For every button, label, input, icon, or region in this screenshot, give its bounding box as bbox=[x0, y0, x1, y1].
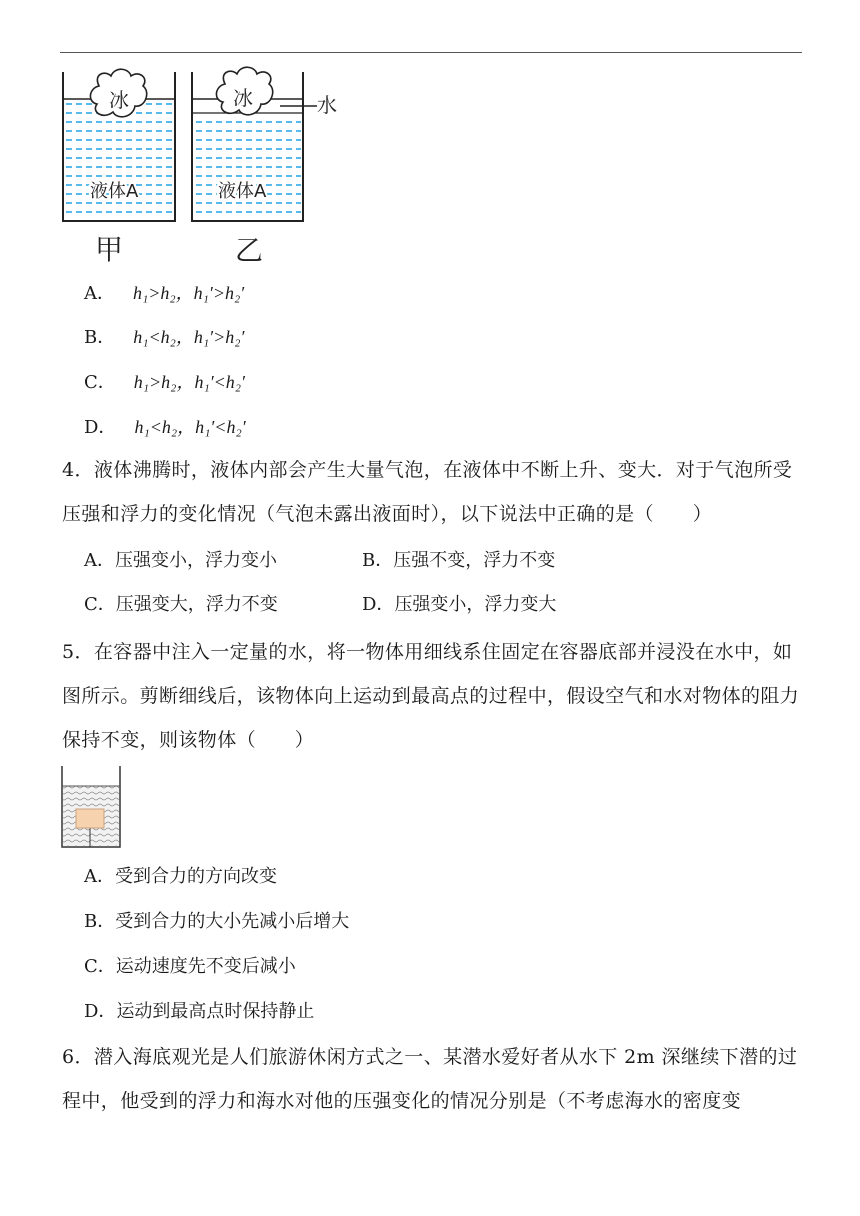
option-letter: A． bbox=[84, 283, 115, 304]
question-6-stem: 6．潜入海底观光是人们旅游休闲方式之一、某潜水爱好者从水下 2m 深继续下潜的过程中，他受到的浮力和海水对他的压强变化的情况分别是（不考虑海水的密度变 bbox=[62, 1046, 798, 1112]
container-block-figure bbox=[58, 766, 124, 850]
q5-option-d bbox=[84, 997, 314, 1027]
option-text: h₁>h₂，h₁′>h₂′ bbox=[133, 283, 245, 303]
option-letter: B． bbox=[84, 327, 116, 348]
option-letter: A． bbox=[84, 550, 115, 571]
option-letter: A． bbox=[84, 866, 115, 887]
option-letter: D． bbox=[84, 417, 117, 438]
option-text: 受到合力的大小先减小后增大 bbox=[115, 911, 350, 932]
option-text: 压强变小，浮力变小 bbox=[115, 550, 277, 571]
q5-option-b bbox=[84, 907, 349, 937]
q5-option-c bbox=[84, 952, 296, 982]
option-letter: B． bbox=[362, 550, 394, 571]
q4-option-a bbox=[84, 546, 277, 576]
water-label: 水 bbox=[317, 93, 337, 117]
container-jia bbox=[63, 69, 175, 266]
caption-yi: 乙 bbox=[235, 234, 264, 267]
option-letter: C． bbox=[84, 594, 116, 615]
container-yi bbox=[192, 67, 337, 267]
q3-option-b bbox=[84, 322, 244, 353]
option-text: 压强变大，浮力不变 bbox=[115, 594, 278, 615]
ice-container-figure bbox=[55, 64, 355, 269]
option-letter: B． bbox=[84, 911, 116, 932]
q4-option-c bbox=[84, 590, 278, 620]
option-letter: C． bbox=[84, 956, 116, 977]
ice-label-left: 冰 bbox=[109, 88, 129, 112]
q4-option-d bbox=[362, 590, 556, 620]
liquid-label-left: 液体A bbox=[90, 181, 139, 202]
option-text: 压强不变，浮力不变 bbox=[393, 550, 556, 571]
q3-option-d bbox=[84, 412, 246, 443]
ice-label-right: 冰 bbox=[233, 86, 253, 110]
option-letter: C． bbox=[84, 372, 116, 393]
option-text: h₁>h₂，h₁′<h₂′ bbox=[133, 372, 245, 392]
q5-option-a bbox=[84, 862, 277, 892]
q3-option-a bbox=[84, 278, 244, 309]
option-text: h₁<h₂，h₁′>h₂′ bbox=[133, 327, 245, 347]
liquid-label-right: 液体A bbox=[218, 181, 267, 202]
option-text: 受到合力的方向改变 bbox=[115, 866, 277, 887]
option-text: 运动到最高点时保持静止 bbox=[116, 1001, 315, 1022]
question-5-stem: 5．在容器中注入一定量的水，将一物体用细线系住固定在容器底部并浸没在水中，如图所示。剪断细线后，该物体向上运动到最高点的过程中，假设空气和水对物体的阻力保持不变，则该物体（ ） bbox=[62, 641, 800, 751]
option-text: 运动速度先不变后减小 bbox=[115, 956, 296, 977]
header-rule bbox=[60, 52, 802, 53]
floating-block bbox=[76, 809, 104, 828]
question-4-stem: 4．液体沸腾时，液体内部会产生大量气泡，在液体中不断上升、变大．对于气泡所受压强和浮力的变化情况（气泡未露出液面时），以下说法中正确的是（ ） bbox=[62, 459, 793, 525]
option-letter: D． bbox=[362, 594, 395, 615]
option-text: h₁<h₂，h₁′<h₂′ bbox=[134, 417, 246, 437]
q3-option-c bbox=[84, 367, 245, 398]
option-text: 压强变小，浮力变大 bbox=[394, 594, 557, 615]
caption-jia: 甲 bbox=[95, 233, 124, 266]
option-letter: D． bbox=[84, 1001, 117, 1022]
q4-option-b bbox=[362, 546, 555, 576]
